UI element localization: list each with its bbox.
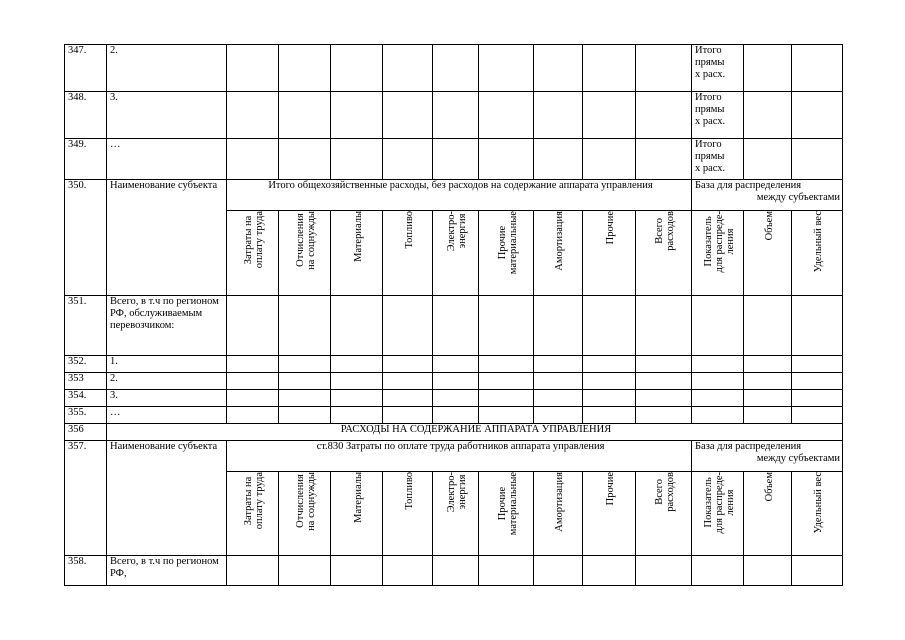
- cell: [534, 92, 583, 139]
- cell: [792, 45, 843, 92]
- cell: [331, 45, 383, 92]
- cell: [583, 139, 636, 180]
- cell: [433, 139, 479, 180]
- subject-name: 1.: [107, 356, 227, 373]
- column-header: Амортизация: [534, 211, 583, 296]
- row-number: 350.: [65, 180, 107, 296]
- cell: [636, 92, 692, 139]
- general-expenses-header: Итого общехозяйственные расходы, без расходов на содержание аппарата управления: [227, 180, 692, 211]
- row-number: 356: [65, 424, 107, 441]
- cell: [744, 45, 792, 92]
- cell: [583, 92, 636, 139]
- cell: [433, 45, 479, 92]
- total-direct-expenses: Итого прямы х расх.: [692, 92, 744, 139]
- row-number: 351.: [65, 296, 107, 356]
- row-number: 358.: [65, 556, 107, 586]
- cell: [383, 45, 433, 92]
- cell: [383, 139, 433, 180]
- column-header: Прочие материальные: [479, 211, 534, 296]
- table-row: [65, 356, 843, 373]
- row-number: 357.: [65, 441, 107, 556]
- cell: [479, 92, 534, 139]
- distribution-base-subtitle: между субъектами: [756, 192, 840, 203]
- subject-name: 3.: [107, 92, 227, 139]
- row-number: 348.: [65, 92, 107, 139]
- column-header: Прочие: [583, 211, 636, 296]
- table-row: [65, 390, 843, 407]
- column-header: Прочие: [583, 472, 636, 556]
- table-row: [65, 407, 843, 424]
- row-number: 352.: [65, 356, 107, 373]
- cell: [636, 139, 692, 180]
- subject-name-header: Наименование субъекта: [107, 180, 227, 296]
- cell: [331, 92, 383, 139]
- row-number: 354.: [65, 390, 107, 407]
- table-row: [65, 373, 843, 390]
- column-header: Амортизация: [534, 472, 583, 556]
- row-number: 347.: [65, 45, 107, 92]
- row-number: 355.: [65, 407, 107, 424]
- cell: [227, 92, 279, 139]
- total-direct-expenses: Итого прямы х расх.: [692, 45, 744, 92]
- table-row: [65, 45, 843, 92]
- total-direct-expenses: Итого прямы х расх.: [692, 139, 744, 180]
- cell: [479, 139, 534, 180]
- column-header: Электро- энергия: [433, 472, 479, 556]
- column-header: Всего расходов: [636, 211, 692, 296]
- column-header: Показатель для распреде- ления: [692, 211, 744, 296]
- row-number: 349.: [65, 139, 107, 180]
- cell: [792, 92, 843, 139]
- section-header-row: [65, 180, 843, 211]
- cell: [583, 45, 636, 92]
- column-header: Удельный вес: [792, 472, 843, 556]
- column-header: Материалы: [331, 211, 383, 296]
- subject-name: 3.: [107, 390, 227, 407]
- column-header: Объем: [744, 472, 792, 556]
- column-header: Затраты на оплату труда: [227, 211, 279, 296]
- table-row: [65, 139, 843, 180]
- subject-name: Всего, в т.ч по регионом РФ,: [107, 556, 227, 586]
- cell: [636, 45, 692, 92]
- table-row: [65, 556, 843, 586]
- cell: [383, 92, 433, 139]
- column-header: Топливо: [383, 211, 433, 296]
- subject-name-header: Наименование субъекта: [107, 441, 227, 556]
- column-header: Электро- энергия: [433, 211, 479, 296]
- column-header: Отчисления на соцнужды: [279, 211, 331, 296]
- section-header-row: [65, 441, 843, 472]
- cell: [534, 139, 583, 180]
- distribution-base-subtitle: между субъектами: [756, 453, 840, 464]
- cell: [279, 139, 331, 180]
- distribution-base-header: [692, 441, 843, 472]
- cell: [279, 92, 331, 139]
- cell: [433, 92, 479, 139]
- column-header: Показатель для распреде- ления: [692, 472, 744, 556]
- cell: [744, 92, 792, 139]
- column-header: Всего расходов: [636, 472, 692, 556]
- column-header: Материалы: [331, 472, 383, 556]
- column-header: Объем: [744, 211, 792, 296]
- subject-name: …: [107, 139, 227, 180]
- cell: [279, 45, 331, 92]
- cell: [227, 139, 279, 180]
- cell: [792, 139, 843, 180]
- section-banner: РАСХОДЫ НА СОДЕРЖАНИЕ АППАРАТА УПРАВЛЕНИЯ: [107, 424, 843, 441]
- section-banner-row: [65, 424, 843, 441]
- subject-name: 2.: [107, 45, 227, 92]
- report-table: [64, 44, 843, 586]
- column-header: Топливо: [383, 472, 433, 556]
- cell: [331, 139, 383, 180]
- subject-name: 2.: [107, 373, 227, 390]
- row-number: 353: [65, 373, 107, 390]
- column-header: Отчисления на соцнужды: [279, 472, 331, 556]
- subject-name: …: [107, 407, 227, 424]
- table-row: [65, 92, 843, 139]
- subject-name: Всего, в т.ч по регионом РФ, обслуживаемым перевозчиком:: [107, 296, 227, 356]
- cell: [534, 45, 583, 92]
- cell: [227, 45, 279, 92]
- table-row: [65, 296, 843, 356]
- cell: [479, 45, 534, 92]
- distribution-base-title: База для распределения: [695, 441, 802, 452]
- column-header: Прочие материальные: [479, 472, 534, 556]
- column-header: Затраты на оплату труда: [227, 472, 279, 556]
- distribution-base-title: База для распределения: [695, 180, 802, 191]
- cell: [744, 139, 792, 180]
- labor-costs-header: ст.830 Затраты по оплате труда работников аппарата управления: [227, 441, 692, 472]
- distribution-base-header: [692, 180, 843, 211]
- column-header: Удельный вес: [792, 211, 843, 296]
